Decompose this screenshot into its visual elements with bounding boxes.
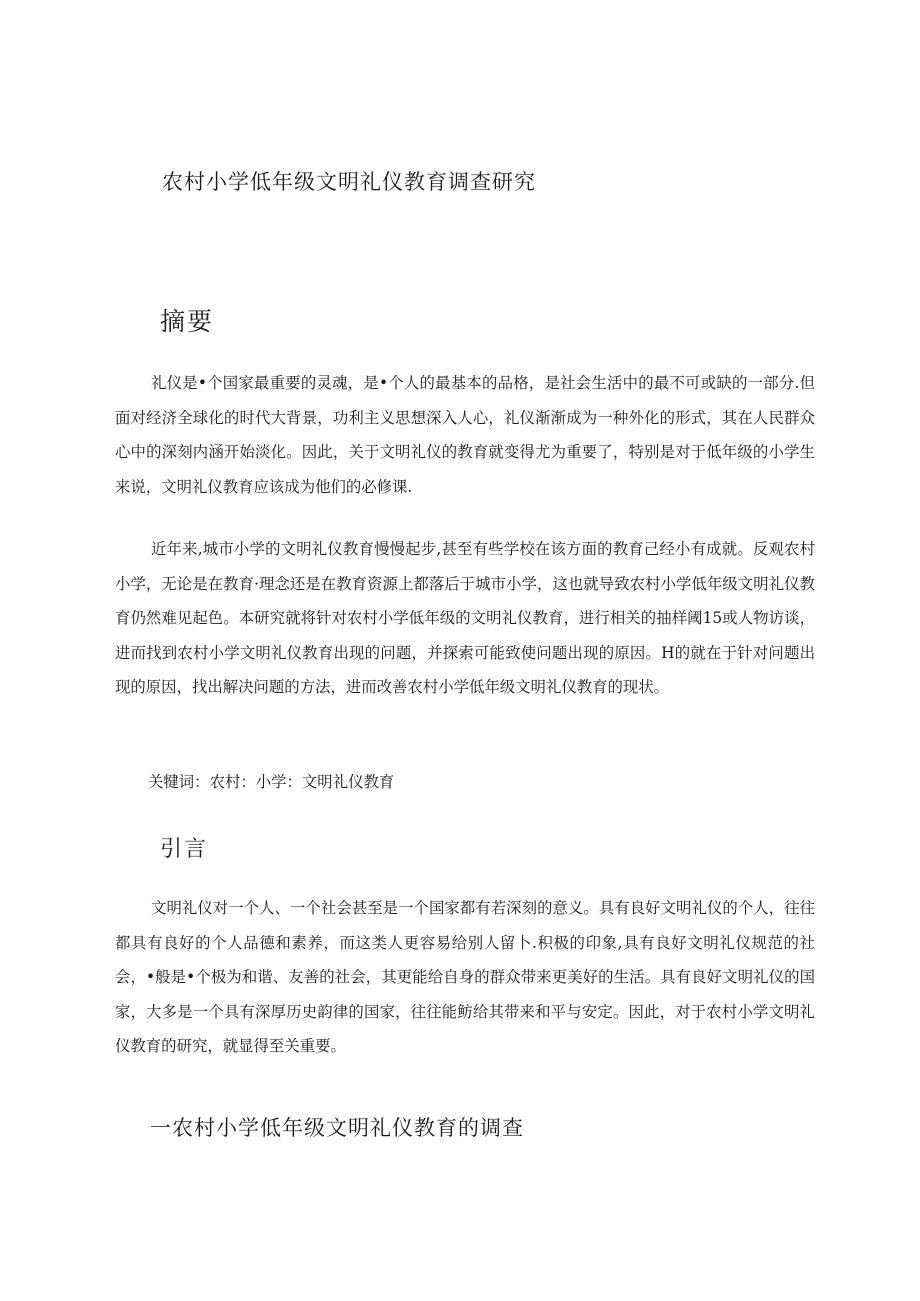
- abstract-heading: 摘要: [160, 307, 215, 336]
- keywords-line: 关犍词：农村：小学：文明礼仪教育: [148, 773, 395, 791]
- document-title: 农村小学低年级文明礼仪教育调查研究: [162, 170, 536, 194]
- introduction-heading: 引言: [160, 837, 209, 862]
- abstract-paragraph-1: 礼仪是•个国家最重要的灵魂，是•个人的最基本的品格，是社会生活中的最不可或缺的一部分.但面对经济全球化的时代大背景，功利主义思想深入人心，礼仪渐渐成为一种外化的形式，其在人民群众心中的深刻内涵开始淡化。因此，关于文明礼仪的教育就变得尤为重要了，特别是对于低年级的小学生来说，文明礼仪教育应该成为他们的必修课.: [115, 374, 815, 496]
- abstract-paragraph-2: 近年来,城市小学的文明礼仪教育慢慢起步,甚至有些学校在该方面的教育己经小有成就。反观农村小学，无论是在教育·理念还是在教育资源上都落后于城市小学，这也就导致农村小学低年级文明礼仪教育仍然难见起色。本研究就将针对农村小学低年级的文明礼仪教育，进行相关的抽样阈15或人物访谈，进而找到农村小学文明礼仪教育出现的问题，并探索可能致使问题出现的原因。H的就在于针对问题出现的原因，找出解决问题的方法，进而改善农村小学低年级文明礼仪教育的现状。: [115, 540, 815, 696]
- section-1-heading: 一农村小学低年级文明礼仪教育的调查: [150, 1116, 524, 1140]
- introduction-paragraph: 文明礼仪对一个人、一个社会甚至是一个国家都有若深刻的意义。具有良好文明礼仪的个人，往往都具有良好的个人品德和素养，而这类人更容易给别人留卜.积极的印象,具有良好文明礼仪规范的社会，•般是•个极为和谐、友善的社会，其更能给自身的群众带来更美好的生活。具有良好文明礼仪的国家，大多是一个具有深厚历史韵律的国家，往往能鲂给其带来和平与安定。因此，对于农村小学文明礼仪教育的研究，就显得至关重要。: [115, 899, 815, 1055]
